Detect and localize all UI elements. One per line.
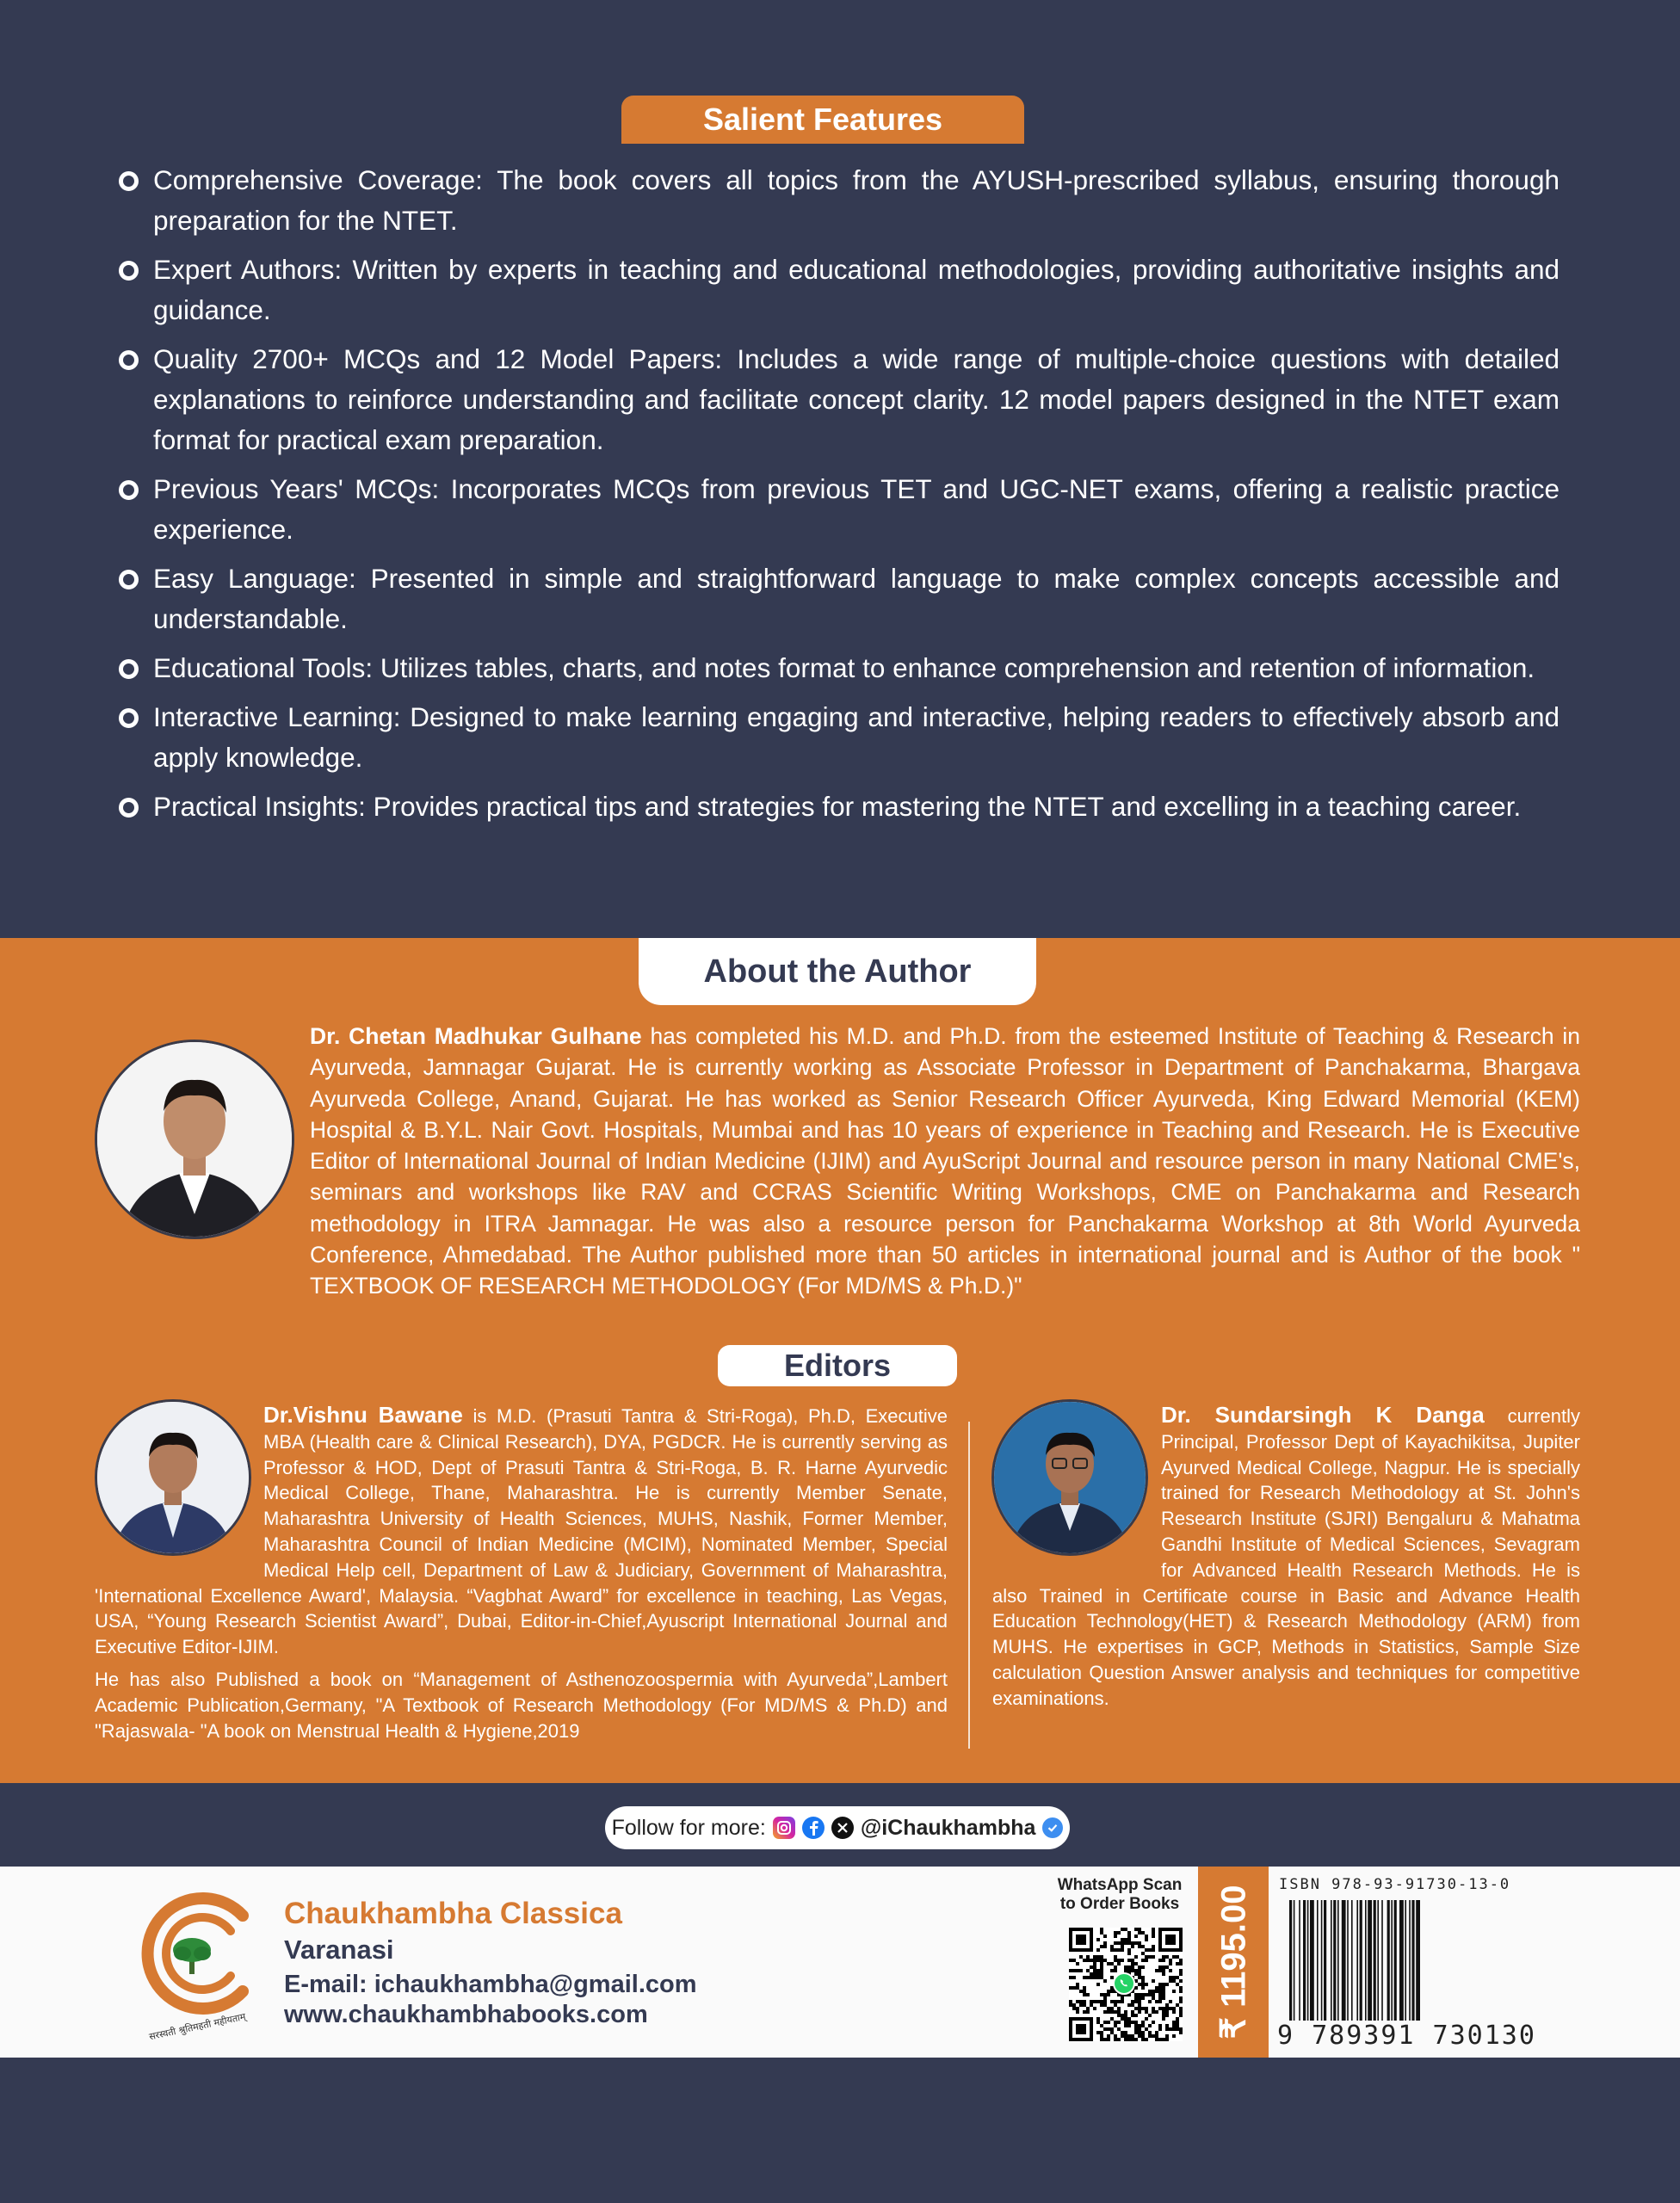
- feature-item: Educational Tools: Utilizes tables, charts, and notes format to enhance comprehension and retention of information.: [119, 648, 1560, 688]
- editors-divider: [968, 1422, 970, 1749]
- feature-item: Previous Years' MCQs: Incorporates MCQs from previous TET and UGC-NET exams, offering a realistic practice experience.: [119, 469, 1560, 550]
- features-list: [119, 160, 1560, 836]
- about-author-title: About the Author: [639, 938, 1036, 1005]
- feature-item: Quality 2700+ MCQs and 12 Model Papers: Includes a wide range of multiple-choice questions with detailed explanations to reinforce understanding and facilitate concept clarity. 12 model papers designed in the NTET exam format for practical exam preparation.: [119, 339, 1560, 460]
- verified-icon: [1042, 1817, 1063, 1838]
- bullet-icon: [119, 798, 139, 818]
- bullet-icon: [119, 570, 139, 589]
- editors-title: Editors: [718, 1345, 957, 1386]
- editor-left-bio: Dr.Vishnu Bawane is M.D. (Prasuti Tantra & Stri-Roga), Ph.D, Executive MBA (Health care & Clinical Research), DYA, PGDCR. He is currently serving as Professor & HOD, Dept of Prasuti Tantra & Stri-Roga, B. R. Harne Ayurvedic Medical College, Thane, Maharashtra. He is currently Member Senate, Maharashtra University of Health Sciences, MUHS, Nashik, Former Member, Maharashtra Council of Indian Medicine (MCIM), Nominated Member, Special Medical Help cell, Department of Law & Judiciary, Government of Maharashtra, 'International Excellence Award', Malaysia. “Vagbhat Award” for excellence in teaching, Las Vegas, USA, “Young Research Scientist Award”, Dubai, Editor-in-Chief,Ayuscript International Journal and Executive Editor-IJIM. He has also Published a book on “Management of Asthenozoospermia with Ayurveda”,Lambert Academic Publication,Germany, "A Textbook of Research Methodology (For MD/MS & Ph.D) and "Rajaswala- "A book on Menstrual Health & Hygiene,2019: [95, 1402, 948, 1742]
- author-bio: Dr. Chetan Madhukar Gulhane has completed his M.D. and Ph.D. from the esteemed Institute of Teaching & Research in Ayurveda, Jamnagar Gujarat. He is currently working as Associate Professor in Department of Panchakarma, Bhargava Ayurveda College, Anand, Gujarat. He has worked as Senior Research Officer Ayurveda, King Edward Memorial (KEM) Hospital & B.Y.L. Nair Govt. Hospitals, Mumbai and has 10 years of experience in Teaching and Research. He is Executive Editor of International Journal of Indian Medicine (IJIM) and AyuScript Journal and resource person in many National CME's, seminars and workshops like RAV and CCRAS Scientific Writing Workshops, CME on Panchakarma and Research methodology in ITRA Jamnagar. He was also a resource person for Panchakarma Workshop at 8th World Ayurveda Conference, Ahmedabad. The Author published more than 50 articles in international journal and is Author of the book " TEXTBOOK OF RESEARCH METHODOLOGY (For MD/MS & Ph.D.)": [310, 1023, 1580, 1299]
- follow-label: Follow for more:: [611, 1815, 766, 1840]
- bullet-icon: [119, 480, 139, 500]
- feature-item: Easy Language: Presented in simple and straightforward language to make complex concepts accessible and understandable.: [119, 558, 1560, 639]
- barcode: [1289, 1900, 1541, 2021]
- facebook-icon[interactable]: [802, 1817, 825, 1839]
- publisher-name: Chaukhambha Classica: [284, 1897, 622, 1930]
- publisher-logo: [129, 1881, 267, 2043]
- price-tag: ₹ 1195.00: [1214, 1885, 1253, 2039]
- follow-bar[interactable]: [605, 1806, 1070, 1849]
- publisher-email[interactable]: E-mail: ichaukhambha@gmail.com: [284, 1971, 697, 1998]
- author-photo: [95, 1040, 294, 1239]
- x-icon[interactable]: [831, 1817, 854, 1839]
- bullet-icon: [119, 350, 139, 370]
- feature-item: Interactive Learning: Designed to make learning engaging and interactive, helping readers to effectively absorb and apply knowledge.: [119, 697, 1560, 778]
- bullet-icon: [119, 261, 139, 281]
- editor-right-bio: Dr. Sundarsingh K Danga currently Principal, Professor Dept of Kayachikitsa, Jupiter Ayurved Medical College, Nagpur. He is specially trained for Research Methodology at St. John's Research Institute (SJRI) Bengaluru & Mahatma Gandhi Institute of Medical Sciences, Sevagram for Advanced Health Research Methods. He is also Trained in Certificate course in Basic and Advance Health Education Technology(HET) & Research Methodology (ARM) from MUHS. He expertises in GCP, Methods in Statistics, Sample Size calculation Question Answer analysis and techniques for competitive examinations.: [992, 1402, 1580, 1709]
- bullet-icon: [119, 171, 139, 191]
- whatsapp-label: WhatsApp Scan to Order Books: [1057, 1876, 1183, 1913]
- whatsapp-icon: [1113, 1972, 1135, 1995]
- publisher-city: Varanasi: [284, 1935, 394, 1965]
- publisher-motto: सरस्वती श्रुतिमहती महीयताम्: [148, 2010, 247, 2043]
- instagram-icon[interactable]: [773, 1817, 795, 1839]
- barcode-digits: 9 789391 730130: [1277, 2021, 1536, 2051]
- publisher-website[interactable]: www.chaukhambhabooks.com: [284, 2001, 648, 2028]
- social-handle[interactable]: @iChaukhambha: [860, 1815, 1036, 1840]
- bullet-icon: [119, 708, 139, 728]
- feature-item: Comprehensive Coverage: The book covers all topics from the AYUSH-prescribed syllabus, ensuring thorough preparation for the NTET.: [119, 160, 1560, 241]
- isbn-text: ISBN 978-93-91730-13-0: [1279, 1876, 1511, 1893]
- salient-features-title: Salient Features: [621, 96, 1024, 144]
- feature-item: Practical Insights: Provides practical tips and strategies for mastering the NTET and excelling in a teaching career.: [119, 787, 1560, 827]
- feature-item: Expert Authors: Written by experts in teaching and educational methodologies, providing authoritative insights and guidance.: [119, 250, 1560, 330]
- bullet-icon: [119, 659, 139, 679]
